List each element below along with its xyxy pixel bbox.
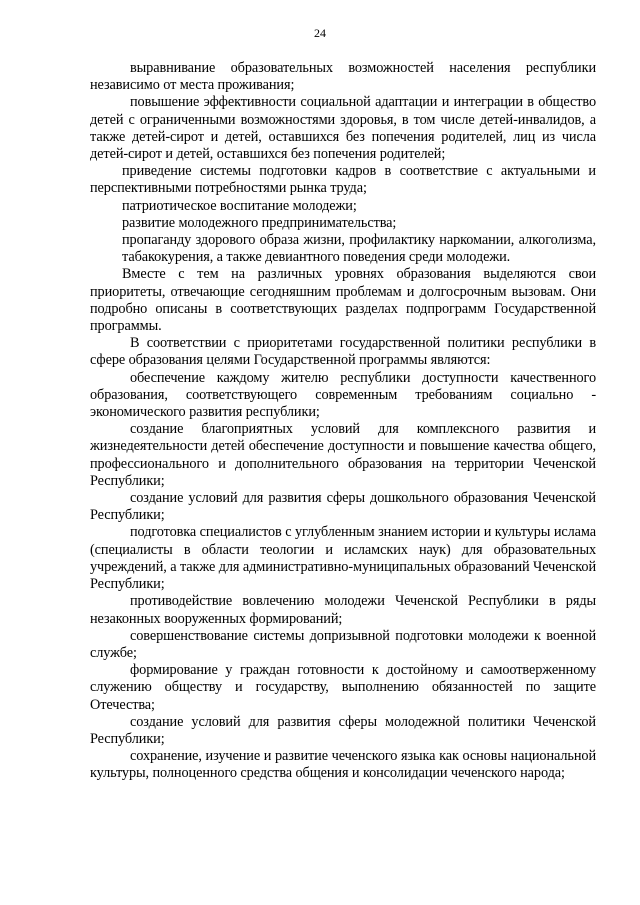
paragraph: сохранение, изучение и развитие чеченского языка как основы национальной культуры, полноценного средства общения и консолидации чеченского народа; (90, 748, 596, 782)
paragraph: противодействие вовлечению молодежи Чеченской Республики в ряды незаконных вооруженных формирований; (90, 593, 596, 627)
paragraph: развитие молодежного предпринимательства; (122, 214, 397, 231)
paragraph: создание условий для развития сферы молодежной политики Чеченской Республики; (90, 713, 596, 747)
paragraph: повышение эффективности социальной адаптации и интеграции в общество детей с ограниченными возможностями здоровья, в том числе детей-инвалидов, а также детей-сирот и детей, оставшихся без попечения родителей, лиц из числа детей-сирот и детей, оставшихся без попечения родителей; (90, 94, 596, 163)
paragraph: создание условий для развития сферы дошкольного образования Чеченской Республики; (90, 490, 596, 524)
paragraph: выравнивание образовательных возможностей населения республики независимо от места проживания; (90, 60, 596, 94)
paragraph: совершенствование системы допризывной подготовки молодежи к военной службе; (90, 627, 596, 661)
paragraph: формирование у граждан готовности к достойному и самоотверженному служению обществу и государству, выполнению обязанностей по защите Отечества; (90, 662, 596, 713)
paragraph: приведение системы подготовки кадров в соответствие с актуальными и перспективными потребностями рынка труда; (90, 163, 596, 197)
document-body (90, 60, 596, 783)
paragraph: обеспечение каждому жителю республики доступности качественного образования, соответствующего современным требованиям социально - экономического развития республики; (90, 369, 596, 421)
paragraph: патриотическое воспитание молодежи; (122, 197, 357, 214)
page-number: 24 (314, 26, 326, 40)
paragraph: подготовка специалистов с углубленным знанием истории и культуры ислама (специалисты в области теологии и исламских наук) для образовательных учреждений, а также для административно-муниципальных образований Чеченской Республики; (90, 524, 596, 593)
paragraph: пропаганду здорового образа жизни, профилактику наркомании, алкоголизма, табакокурения, а также девиантного поведения среди молодежи. (122, 232, 596, 266)
paragraph: Вместе с тем на различных уровнях образования выделяются свои приоритеты, отвечающие сегодняшним проблемам и долгосрочным вызовам. Они подробно описаны в соответствующих разделах подпрограмм Государственной программы. (90, 266, 596, 335)
paragraph: создание благоприятных условий для комплексного развития и жизнедеятельности детей обеспечение доступности и повышение качества общего, профессионального и дополнительного образования на территории Чеченской Республики; (90, 421, 596, 489)
paragraph: В соответствии с приоритетами государственной политики республики в сфере образования целями Государственной программы являются: (90, 335, 596, 369)
